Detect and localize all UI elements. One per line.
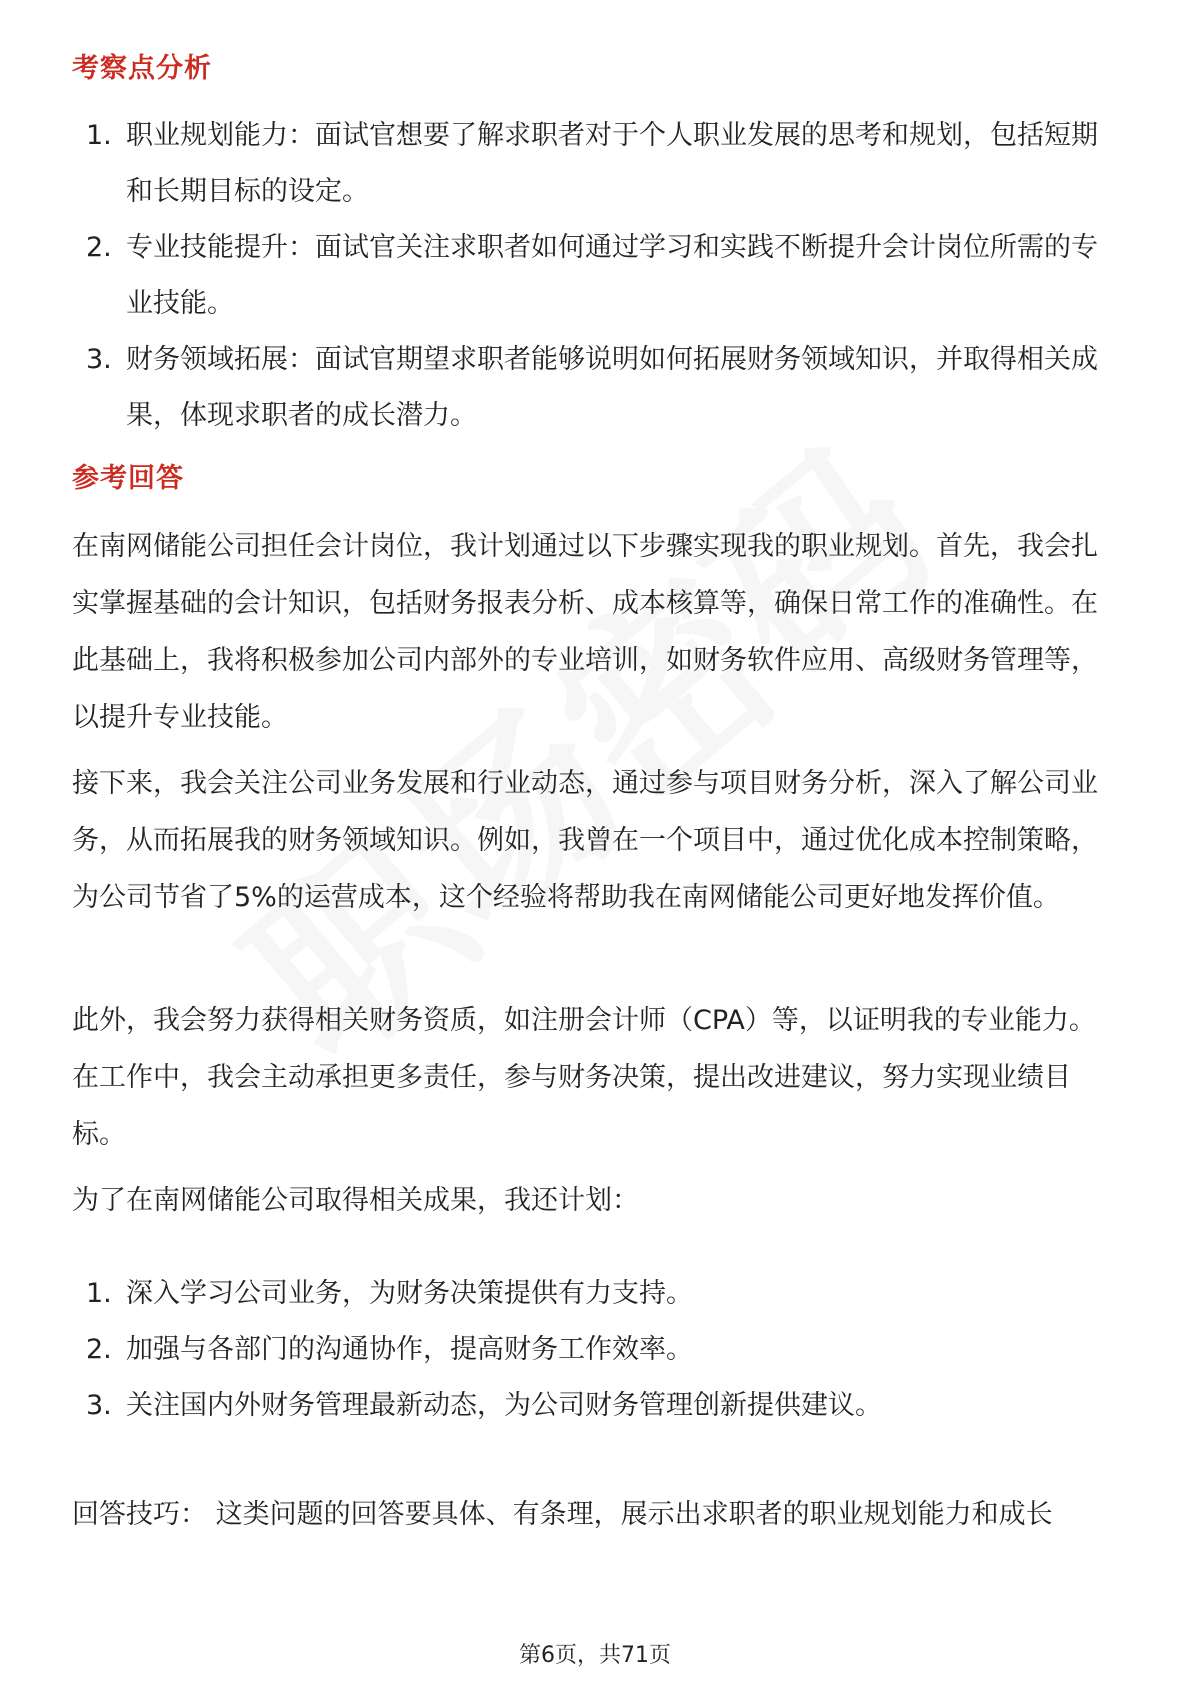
answer-paragraph: 此外，我会努力获得相关财务资质，如注册会计师（CPA）等，以证明我的专业能力。在工作中，我会主动承担更多责任，参与财务决策，提出改进建议，努力实现业绩目标。 [72,1005,1096,1150]
list-item-text: 深入学习公司业务，为财务决策提供有力支持。 [126,1278,693,1309]
answer-paragraph: 为了在南网储能公司取得相关成果，我还计划： [72,1185,639,1216]
list-number: 1. [86,120,112,151]
list-item-text: 财务领域拓展：面试官期望求职者能够说明如何拓展财务领域知识，并取得相关成果，体现求职者的成长潜力。 [126,344,1098,431]
list-item-text: 关注国内外财务管理最新动态，为公司财务管理创新提供建议。 [126,1390,882,1421]
list-number: 3. [86,344,112,375]
section-title-analysis: 考察点分析 [72,53,212,84]
list-number: 1. [86,1278,112,1309]
list-number: 2. [86,232,112,263]
list-item [72,332,1122,444]
list-number: 3. [86,1390,112,1421]
list-item-text: 职业规划能力：面试官想要了解求职者对于个人职业发展的思考和规划，包括短期和长期目标的设定。 [126,120,1098,207]
list-item [72,1322,1122,1378]
list-number: 2. [86,1334,112,1365]
list-item-text: 专业技能提升：面试官关注求职者如何通过学习和实践不断提升会计岗位所需的专业技能。 [126,232,1098,319]
list-item-text: 加强与各部门的沟通协作，提高财务工作效率。 [126,1334,693,1365]
answer-tips: 回答技巧： 这类问题的回答要具体、有条理，展示出求职者的职业规划能力和成长 [72,1499,1053,1530]
list-item [72,220,1122,332]
section-title-reference-answer: 参考回答 [72,463,184,494]
answer-paragraph: 在南网储能公司担任会计岗位，我计划通过以下步骤实现我的职业规划。首先，我会扎实掌握基础的会计知识，包括财务报表分析、成本核算等，确保日常工作的准确性。在此基础上，我将积极参加公司内部外的专业培训，如财务软件应用、高级财务管理等，以提升专业技能。 [72,531,1098,733]
list-item [72,1378,1122,1434]
list-item [72,1266,1122,1322]
analysis-list [72,108,1122,444]
plan-list [72,1266,1122,1434]
answer-paragraph: 接下来，我会关注公司业务发展和行业动态，通过参与项目财务分析，深入了解公司业务，从而拓展我的财务领域知识。例如，我曾在一个项目中，通过优化成本控制策略，为公司节省了5%的运营成本，这个经验将帮助我在南网储能公司更好地发挥价值。 [72,768,1098,913]
page-number: 第6页，共71页 [519,1643,671,1668]
list-item [72,108,1122,220]
